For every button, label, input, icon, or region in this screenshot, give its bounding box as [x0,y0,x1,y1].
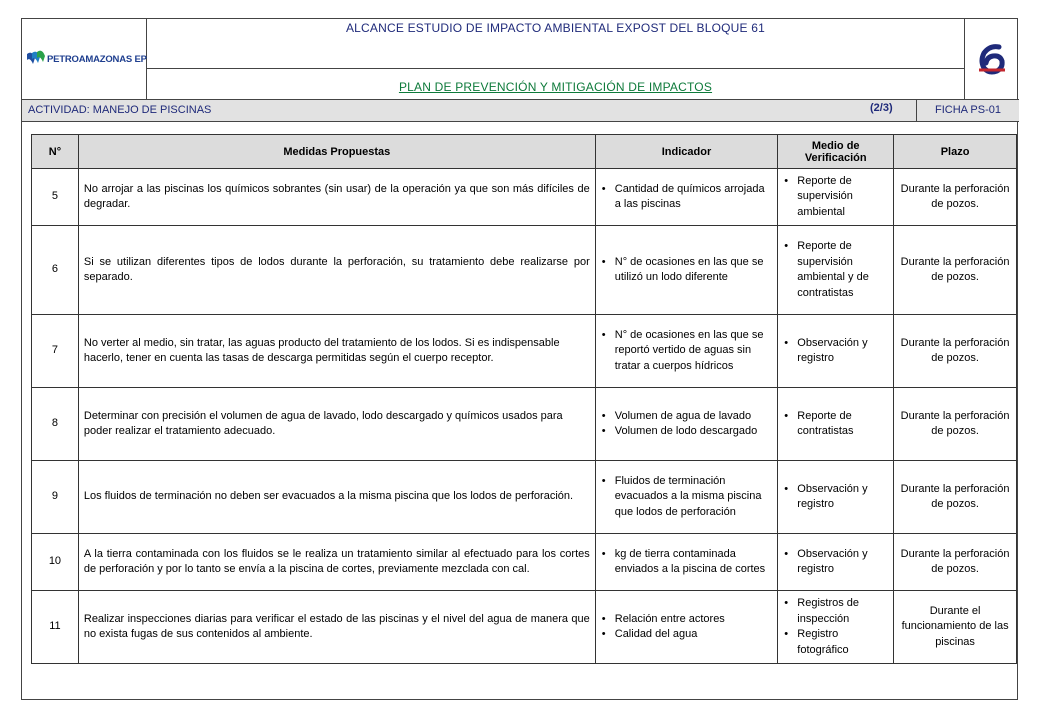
header-measures: Medidas Propuestas [78,135,595,169]
row-number: 5 [32,169,79,226]
table-row [32,534,1017,591]
header-verification: Medio de Verificación [778,135,894,169]
row-indicator [595,388,778,461]
row-number: 8 [32,388,79,461]
row-term: Durante el funcionamiento de las piscinas [894,591,1017,664]
row-number: 6 [32,226,79,315]
row-term: Durante la perforación de pozos. [894,388,1017,461]
row-number: 10 [32,534,79,591]
row-measure: Determinar con precisión el volumen de agua de lavado, lodo descargado y químicos usados para poder realizar el tratamiento adecuado. [78,388,595,461]
indicator-item: • Fluidos de terminación evacuados a la misma piscina que lodos de perforación [615,474,773,521]
row-number: 7 [32,315,79,388]
row-verification [778,388,894,461]
row-verification [778,226,894,315]
document-subtitle: PLAN DE PREVENCIÓN Y MITIGACIÓN DE IMPACTOS [398,80,713,94]
document-title: ALCANCE ESTUDIO DE IMPACTO AMBIENTAL EXPOST DEL BLOQUE 61 [147,19,964,69]
header-term: Plazo [894,135,1017,169]
row-measure: A la tierra contaminada con los fluidos se le realiza un tratamiento similar al efectuado para los cortes de perforación y por lo tanto se envía a la piscina de cortes, previamente mezclada con cal. [78,534,595,591]
row-verification [778,461,894,534]
row-indicator [595,461,778,534]
row-term: Durante la perforación de pozos. [894,169,1017,226]
indicator-item: • N° de ocasiones en las que se utilizó un lodo diferente [615,255,773,286]
activity-row [22,99,1019,122]
verification-item: • Reporte de supervisión ambiental y de contratistas [797,239,888,301]
verification-item: • Registros de inspección [797,596,888,627]
row-verification [778,534,894,591]
row-number: 11 [32,591,79,664]
verification-item: • Registro fotográfico [797,627,888,658]
table-row [32,315,1017,388]
section-mark-cell [964,19,1019,99]
verification-item: • Reporte de contratistas [797,409,888,440]
row-indicator [595,315,778,388]
section-number-icon [972,39,1012,79]
table-row [32,461,1017,534]
row-measure: No verter al medio, sin tratar, las aguas producto del tratamiento de los lodos. Si es indispensable hacerlo, tener en cuenta las tasas de descarga permitidas según el cuerpo receptor. [78,315,595,388]
row-measure: Realizar inspecciones diarias para verificar el estado de las piscinas y el nivel del agua de manera que no exista fugas de sus contenidos al ambiente. [78,591,595,664]
table-row [32,169,1017,226]
row-verification [778,591,894,664]
row-term: Durante la perforación de pozos. [894,315,1017,388]
verification-item: • Observación y registro [797,336,888,367]
row-indicator [595,534,778,591]
indicator-item: • kg de tierra contaminada enviados a la piscina de cortes [615,547,773,578]
row-measure: No arrojar a las piscinas los químicos sobrantes (sin usar) de la operación ya que son más difíciles de degradar. [78,169,595,226]
table-row [32,388,1017,461]
row-term: Durante la perforación de pozos. [894,461,1017,534]
indicator-item: • Volumen de lodo descargado [615,424,773,440]
indicator-item: • N° de ocasiones en las que se reportó vertido de aguas sin tratar a cuerpos hídricos [615,328,773,375]
header-indicator: Indicador [595,135,778,169]
logo-text: PETROAMAZONAS EP [47,54,147,65]
verification-item: • Reporte de supervisión ambiental [797,174,888,221]
row-indicator [595,169,778,226]
ficha-label: FICHA PS-01 [916,100,1019,121]
row-number: 9 [32,461,79,534]
row-indicator [595,226,778,315]
indicator-item: • Calidad del agua [615,627,773,643]
row-term: Durante la perforación de pozos. [894,534,1017,591]
row-measure: Los fluidos de terminación no deben ser evacuados a la misma piscina que los lodos de perforación. [78,461,595,534]
activity-label: ACTIVIDAD: MANEJO DE PISCINAS [28,104,212,116]
indicator-item: • Cantidad de químicos arrojada a las piscinas [615,182,773,213]
table-row [32,226,1017,315]
table-header-row [32,135,1017,169]
row-verification [778,169,894,226]
measures-table [31,134,1017,664]
row-measure: Si se utilizan diferentes tipos de lodos durante la perforación, su tratamiento debe realizarse por separado. [78,226,595,315]
indicator-item: • Relación entre actores [615,612,773,628]
verification-item: • Observación y registro [797,482,888,513]
verification-item: • Observación y registro [797,547,888,578]
indicator-item: • Volumen de agua de lavado [615,409,773,425]
header-number: N° [32,135,79,169]
page-indicator: (2/3) [870,102,893,114]
row-indicator [595,591,778,664]
row-term: Durante la perforación de pozos. [894,226,1017,315]
row-verification [778,315,894,388]
table-row [32,591,1017,664]
logo-cell [22,19,147,99]
